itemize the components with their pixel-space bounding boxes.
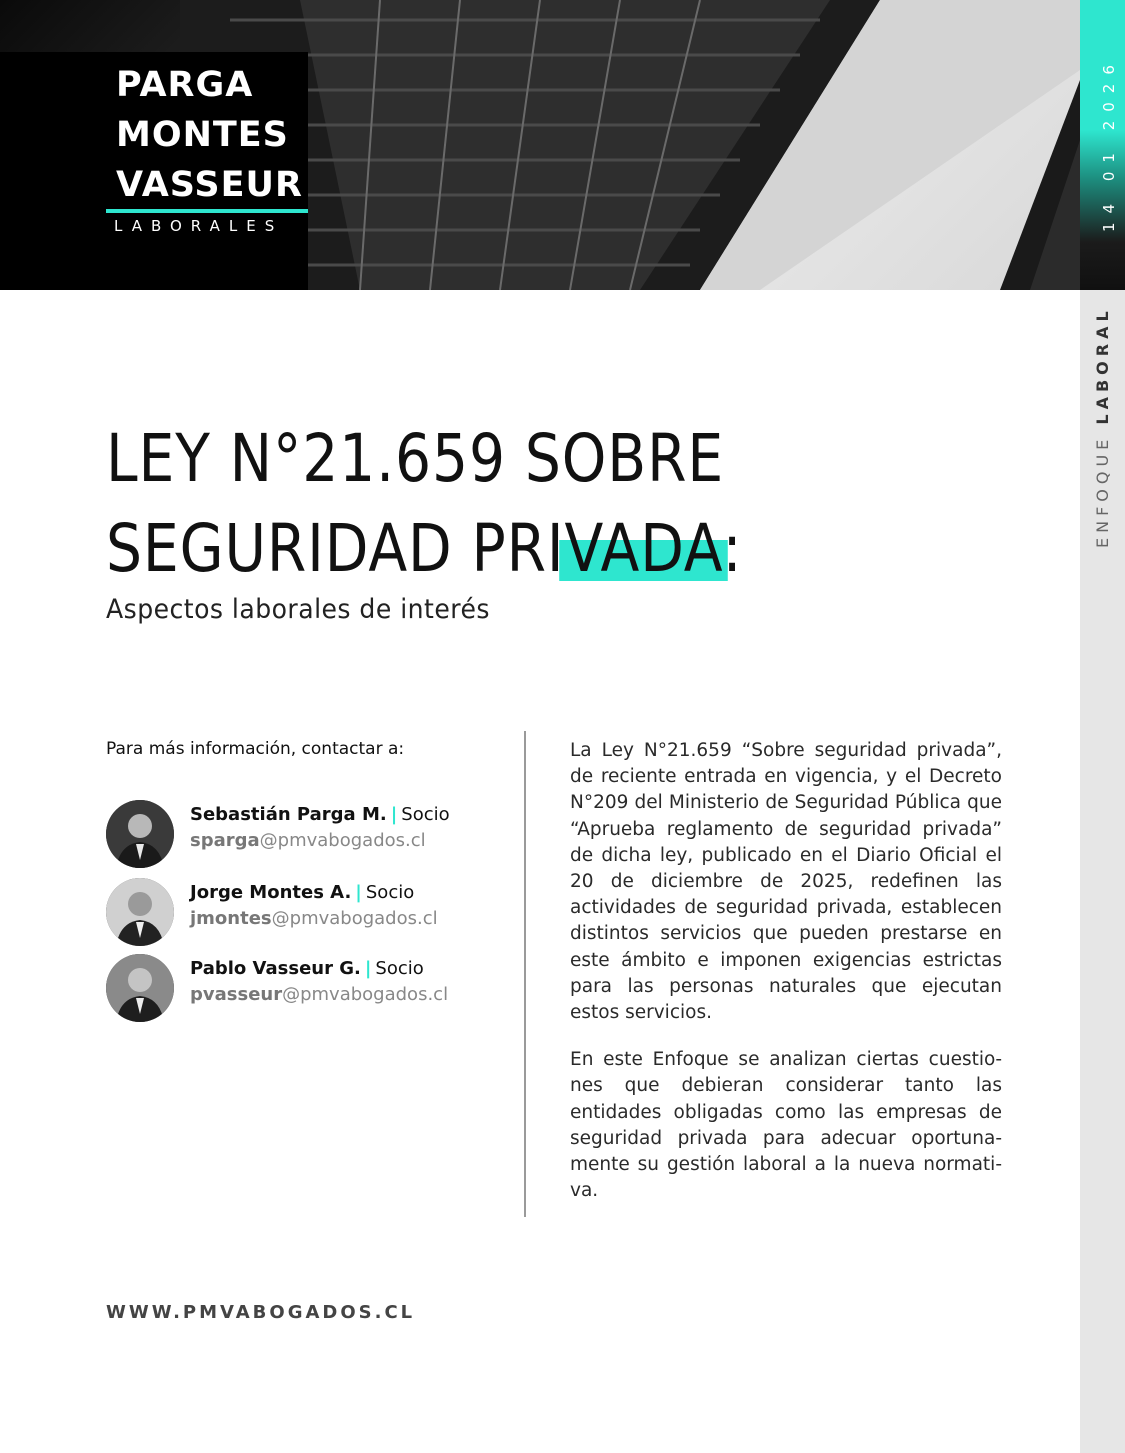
brand-line-1: PARGA bbox=[116, 65, 254, 105]
email-user: pvasseur bbox=[190, 984, 283, 1005]
title-line-1: LEY N°21.659 SOBRE bbox=[106, 420, 725, 497]
contacts-heading: Para más información, contactar a: bbox=[106, 739, 405, 759]
email-domain: @pmvabogados.cl bbox=[259, 830, 426, 851]
contact-name-text: Sebastián Parga M. bbox=[190, 804, 387, 825]
title-line-2-end: : bbox=[722, 510, 743, 587]
contact-role: Socio bbox=[401, 804, 450, 825]
email-user: sparga bbox=[190, 830, 260, 851]
title-line-2-start: SEGURIDAD PRI bbox=[106, 510, 565, 587]
contact-role: Socio bbox=[375, 958, 424, 979]
contact-card bbox=[106, 878, 506, 946]
body-paragraph-1: La Ley N°21.659 “Sobre seguridad privada”, de reciente entrada en vigencia, y el Decreto N°209 del Ministerio de Seguridad Pública que “Aprueba reglamento de seguridad privada” de dicha ley, publicado en el Diario Oficial el 20 de diciembre de 2025, redefinen las actividades de seguridad privada, establecen distintos servicios que pueden prestarse en este ámbito e imponen exigencias estrictas para las personas naturales que ejecutan estos servicios. bbox=[570, 740, 1002, 1024]
email-domain: @pmvabogados.cl bbox=[271, 908, 438, 929]
email-user: jmontes bbox=[190, 908, 272, 929]
avatar bbox=[106, 800, 174, 868]
page-title bbox=[106, 414, 742, 594]
section-label-bold: LABORAL bbox=[1093, 306, 1112, 425]
body-text bbox=[570, 738, 1002, 1225]
brand-underline bbox=[106, 209, 308, 213]
body-paragraph-2: En este Enfoque se analizan ciertas cuestiones que debieran considerar tanto las entidades obligadas como las empresas de seguridad privada para adecuar oportunamente su gestión laboral a la nueva normativa. bbox=[570, 1049, 1002, 1202]
email-domain: @pmvabogados.cl bbox=[282, 984, 449, 1005]
brand-subtitle: LABORALES bbox=[114, 217, 284, 235]
avatar bbox=[106, 954, 174, 1022]
brand-line-2: MONTES bbox=[116, 115, 289, 155]
contact-card bbox=[106, 800, 506, 868]
contact-name-text: Pablo Vasseur G. bbox=[190, 958, 361, 979]
title-highlight: VADA bbox=[564, 510, 723, 587]
section-label-light: ENFOQUE bbox=[1093, 434, 1112, 548]
issue-date: 14 01 2026 bbox=[1100, 56, 1118, 232]
contact-email[interactable] bbox=[190, 908, 438, 929]
contact-name: Sebastián Parga M. | Socio bbox=[190, 804, 450, 825]
page-subtitle: Aspectos laborales de interés bbox=[106, 594, 490, 625]
section-label bbox=[1093, 306, 1112, 548]
contact-email[interactable] bbox=[190, 984, 448, 1005]
contact-role: Socio bbox=[365, 882, 415, 903]
contact-name: Pablo Vasseur G. | Socio bbox=[190, 958, 424, 979]
contact-card bbox=[106, 954, 506, 1022]
website-link[interactable]: WWW.PMVABOGADOS.CL bbox=[106, 1302, 416, 1323]
avatar bbox=[106, 878, 174, 946]
brand-line-3: VASSEUR bbox=[116, 165, 303, 205]
column-divider bbox=[524, 731, 526, 1217]
contact-name-text: Jorge Montes A. bbox=[190, 882, 352, 903]
contact-email[interactable] bbox=[190, 830, 426, 851]
contact-name: Jorge Montes A. | Socio bbox=[190, 882, 415, 903]
